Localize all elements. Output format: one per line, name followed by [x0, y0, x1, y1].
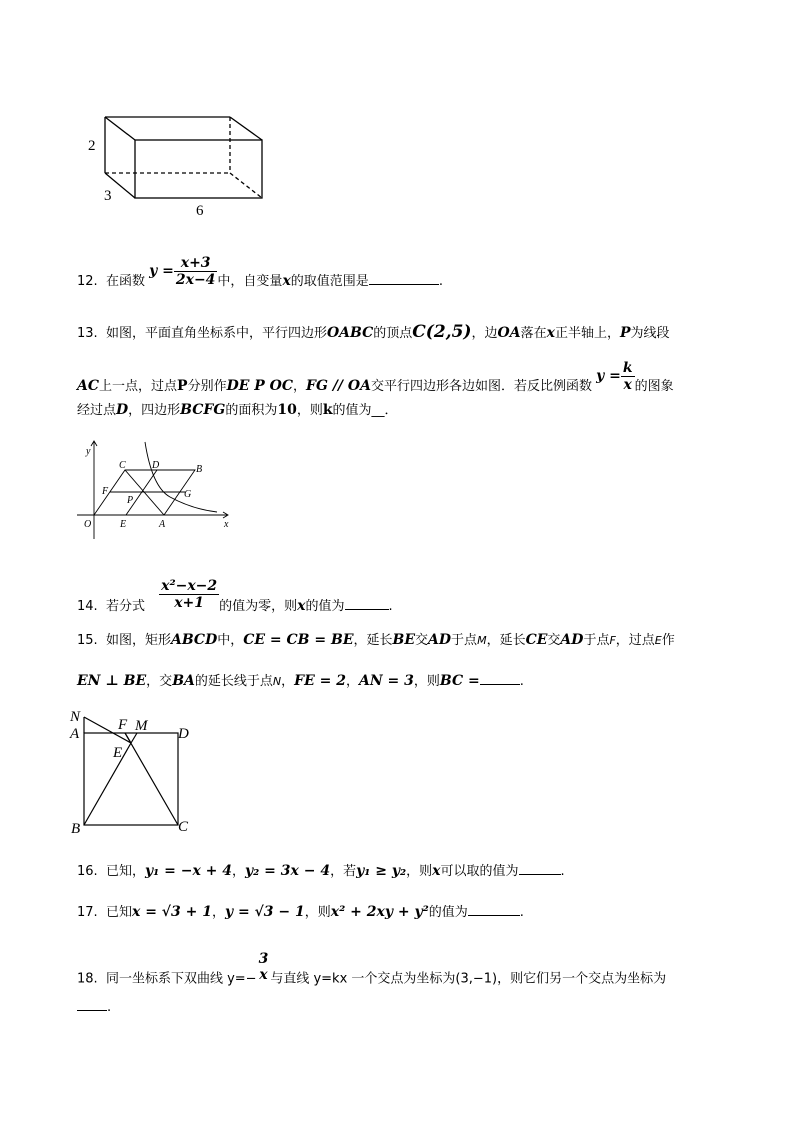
point-g-label: G	[184, 489, 192, 500]
question-number: 12.	[77, 274, 98, 289]
text: ，则	[304, 905, 331, 920]
text: 的取值范围是	[290, 274, 369, 289]
point-b-label: B	[196, 464, 203, 475]
text: 如图，平面直角坐标系中，平行四边形	[105, 326, 327, 341]
math: y = √3 − 1	[224, 904, 305, 920]
fraction	[621, 360, 635, 393]
box-length-label: 6	[196, 203, 204, 219]
text: 的值为	[305, 599, 345, 614]
text: ，	[346, 674, 360, 689]
text: 交平行四边形各边如图．若反比例函数	[370, 379, 592, 394]
math: x² + 2xy + y²	[330, 904, 429, 920]
math-y: y =	[149, 263, 174, 279]
answer-blank[interactable]	[468, 903, 520, 916]
text: ，四边形	[128, 403, 181, 418]
math: x = √3 + 1	[131, 904, 212, 920]
math-x: x	[282, 273, 291, 289]
text: 的值为	[428, 905, 468, 920]
question-number: 18.	[77, 971, 98, 987]
text: 作	[661, 633, 675, 648]
question-18	[77, 951, 667, 995]
numerator: x+3	[174, 255, 218, 272]
point-o-label: O	[84, 519, 92, 530]
point-d-label: D	[152, 460, 160, 471]
text: 的图象	[634, 379, 674, 394]
axis-y-label: y	[86, 446, 91, 457]
text: 交	[547, 633, 561, 648]
text: ，边	[471, 326, 498, 341]
text: 的延长线于点	[194, 674, 273, 689]
question-13-line-2	[77, 360, 674, 403]
text: 同一坐标系下双曲线 y=−	[105, 971, 257, 987]
fraction	[257, 951, 271, 983]
math: AD	[560, 632, 584, 648]
text: .	[438, 274, 443, 289]
math: 10	[277, 402, 297, 418]
question-17	[77, 903, 524, 922]
math: OA	[497, 325, 521, 341]
math: N	[272, 675, 282, 688]
math: ABCD	[170, 632, 218, 648]
math: M	[477, 634, 487, 647]
math: BE	[392, 632, 416, 648]
text: .	[519, 905, 524, 920]
text: ，则	[413, 674, 440, 689]
text: 已知，	[105, 864, 145, 879]
text: 与直线 y=kx 一个交点为坐标为(3,−1)，则它们另一个交点为坐标为	[270, 971, 667, 987]
answer-blank[interactable]	[77, 998, 107, 1011]
math: P	[177, 378, 188, 394]
math: D	[116, 402, 129, 418]
box-depth-label: 3	[104, 188, 112, 204]
math: EN ⊥ BE	[77, 673, 147, 689]
question-14	[77, 578, 393, 623]
fraction	[174, 255, 218, 288]
question-13-line-3	[77, 401, 398, 420]
text: ，	[232, 864, 246, 879]
point-b-label: B	[71, 821, 81, 837]
math: CE	[525, 632, 548, 648]
math: AC	[77, 378, 100, 394]
math: k	[322, 402, 333, 418]
point-e-label: E	[113, 745, 123, 761]
box-figure	[80, 105, 280, 225]
text: __．	[371, 403, 398, 418]
numerator: k	[622, 360, 633, 376]
text: 交	[415, 633, 429, 648]
question-number: 14.	[77, 599, 98, 614]
answer-blank[interactable]	[345, 597, 389, 610]
denominator: 2x−4	[175, 272, 216, 288]
math: CE = CB = BE	[243, 632, 354, 648]
math: x	[546, 325, 555, 341]
answer-blank[interactable]	[519, 862, 561, 875]
text: ，若	[330, 864, 357, 879]
math: FE = 2	[294, 673, 346, 689]
text: 已知	[105, 905, 132, 920]
text: 若分式	[105, 599, 145, 614]
text: ，交	[146, 674, 173, 689]
numerator: x²−x−2	[161, 578, 218, 594]
math: y =	[596, 368, 621, 384]
text: 分别作	[187, 379, 227, 394]
math: AN = 3	[359, 673, 414, 689]
text: 如图，矩形	[105, 633, 171, 648]
point-a-label: A	[159, 519, 166, 530]
text: ，过点	[615, 633, 655, 648]
numerator: 3	[258, 951, 269, 967]
point-c-label: C	[178, 819, 189, 835]
text: 的值为	[332, 403, 372, 418]
text: 的值为零，则	[219, 599, 298, 614]
text: 可以取的值为	[440, 864, 519, 879]
text: ，延长	[353, 633, 393, 648]
question-15-line-1	[77, 631, 675, 650]
point-e-label: E	[120, 519, 127, 530]
text: 于点	[583, 633, 610, 648]
text: ，延长	[486, 633, 526, 648]
text: .	[107, 1000, 112, 1015]
math: OABC	[326, 325, 374, 341]
text: ，	[211, 905, 225, 920]
answer-blank[interactable]	[369, 272, 439, 285]
answer-blank[interactable]	[480, 672, 520, 685]
text: .	[388, 599, 393, 614]
text: .	[560, 864, 565, 879]
math: C(2,5)	[412, 322, 472, 342]
text: 中，自变量	[217, 274, 283, 289]
math: F	[609, 634, 616, 647]
text: 的面积为	[225, 403, 278, 418]
math: x	[432, 863, 441, 879]
point-f-label: F	[118, 717, 128, 733]
math: x	[297, 598, 306, 614]
text: ，	[293, 379, 307, 394]
question-number: 15.	[77, 633, 98, 648]
question-13-line-1	[77, 323, 670, 343]
question-15-line-2	[77, 672, 524, 691]
math: BA	[172, 673, 195, 689]
math: y₁ ≥ y₂	[356, 863, 407, 879]
text: 的顶点	[373, 326, 413, 341]
text: ，	[281, 674, 295, 689]
text: 落在	[520, 326, 547, 341]
math: AD	[428, 632, 452, 648]
text: ，则	[406, 864, 433, 879]
fraction	[159, 578, 219, 611]
text: 于点	[451, 633, 478, 648]
axis-x-label: x	[224, 519, 229, 530]
text: 中，	[217, 633, 244, 648]
point-c-label: C	[119, 460, 126, 471]
math: y₂ = 3x − 4	[245, 863, 331, 879]
point-a-label: A	[70, 726, 80, 742]
question-number: 17.	[77, 905, 98, 920]
math: FG // OA	[306, 378, 371, 394]
math: BC =	[439, 673, 480, 689]
text: 为线段	[630, 326, 670, 341]
text: 上一点，过点	[99, 379, 178, 394]
math: BCFG	[180, 402, 226, 418]
denominator: x	[623, 377, 632, 393]
point-d-label: D	[178, 726, 189, 742]
text: ，则	[296, 403, 323, 418]
math: y₁ = −x + 4	[144, 863, 233, 879]
text: 经过点	[77, 403, 117, 418]
denominator: x	[259, 967, 268, 983]
point-n-label: N	[70, 709, 81, 725]
math: DE P OC	[226, 378, 294, 394]
denominator: x+1	[174, 595, 205, 611]
question-number: 16.	[77, 864, 98, 879]
question-12	[77, 255, 443, 301]
text: .	[519, 674, 524, 689]
math: P	[619, 325, 631, 341]
math: E	[654, 634, 662, 647]
point-m-label: M	[135, 718, 148, 734]
question-18-line-2	[77, 998, 111, 1017]
text: 正半轴上，	[554, 326, 620, 341]
question-number: 13.	[77, 326, 98, 341]
parallelogram-graph-figure	[72, 437, 242, 545]
point-f-label: F	[102, 486, 109, 497]
text: 在函数	[105, 274, 145, 289]
question-16	[77, 862, 565, 881]
point-p-label: P	[127, 495, 134, 506]
box-height-label: 2	[88, 138, 96, 154]
rectangle-figure	[68, 705, 198, 840]
